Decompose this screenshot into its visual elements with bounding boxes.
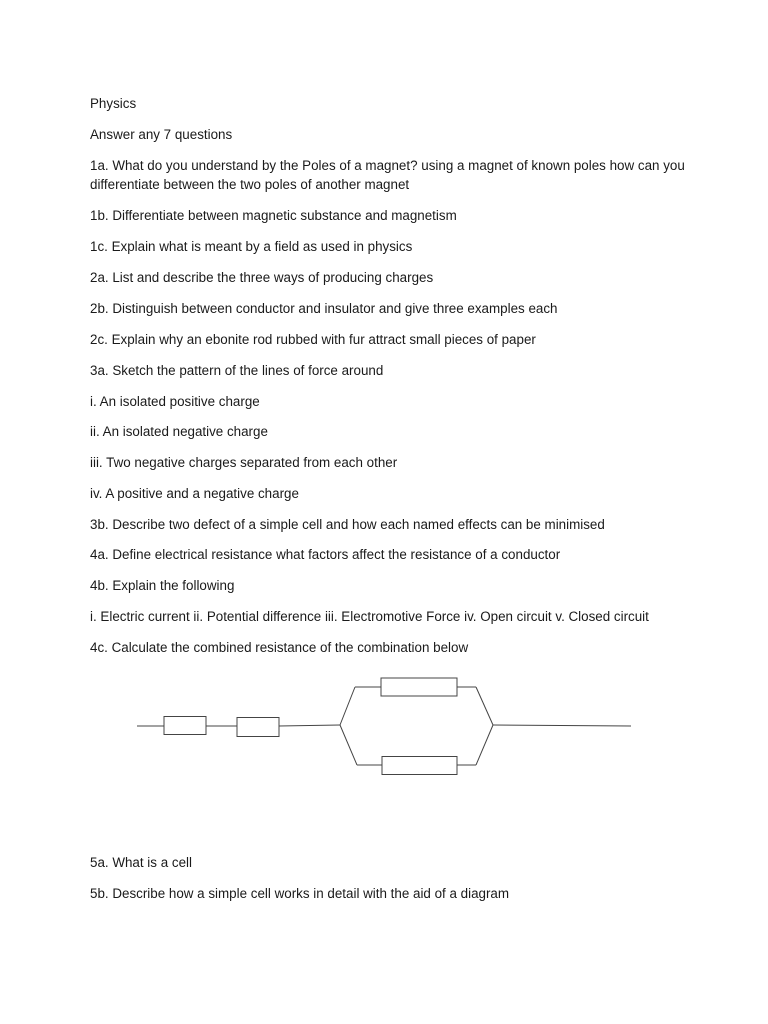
series-resistor-1 <box>164 717 206 735</box>
question-4b: 4b. Explain the following <box>90 578 235 593</box>
question-2b: 2b. Distinguish between conductor and insulator and give three examples each <box>90 301 558 316</box>
question-4a: 4a. Define electrical resistance what factors affect the resistance of a conductor <box>90 547 561 562</box>
instruction-text: Answer any 7 questions <box>90 127 233 142</box>
series-resistor-2 <box>237 718 279 737</box>
question-2a: 2a. List and describe the three ways of producing charges <box>90 270 434 285</box>
question-3a-iii: iii. Two negative charges separated from each other <box>90 455 398 470</box>
branch-bottom-left-wire <box>340 725 357 765</box>
subject-heading: Physics <box>90 96 137 111</box>
question-1b: 1b. Differentiate between magnetic substance and magnetism <box>90 208 457 223</box>
question-2c: 2c. Explain why an ebonite rod rubbed with fur attract small pieces of paper <box>90 332 536 347</box>
question-3a-ii: ii. An isolated negative charge <box>90 424 268 439</box>
question-3a: 3a. Sketch the pattern of the lines of force around <box>90 363 384 378</box>
parallel-resistor-bottom <box>382 757 457 775</box>
branch-bottom-right-wire <box>476 725 493 765</box>
branch-top-left-wire <box>340 687 355 725</box>
question-3b: 3b. Describe two defect of a simple cell and how each named effects can be minimised <box>90 517 605 532</box>
circuit-wire-to-junction-left <box>279 725 340 726</box>
question-4c: 4c. Calculate the combined resistance of the combination below <box>90 640 469 655</box>
parallel-resistor-top <box>381 678 457 696</box>
question-3a-i: i. An isolated positive charge <box>90 394 260 409</box>
question-5a: 5a. What is a cell <box>90 855 192 870</box>
circuit-wire-right <box>493 725 631 726</box>
question-5b: 5b. Describe how a simple cell works in detail with the aid of a diagram <box>90 886 510 901</box>
question-1c: 1c. Explain what is meant by a field as used in physics <box>90 239 413 254</box>
question-4b-list: i. Electric current ii. Potential difference iii. Electromotive Force iv. Open circuit v. Closed circuit <box>90 609 649 624</box>
question-1a: 1a. What do you understand by the Poles of a magnet? using a magnet of known poles how can you differentiate between the two poles of another magnet <box>90 158 685 192</box>
question-3a-iv: iv. A positive and a negative charge <box>90 486 299 501</box>
branch-top-right-wire <box>476 687 493 725</box>
